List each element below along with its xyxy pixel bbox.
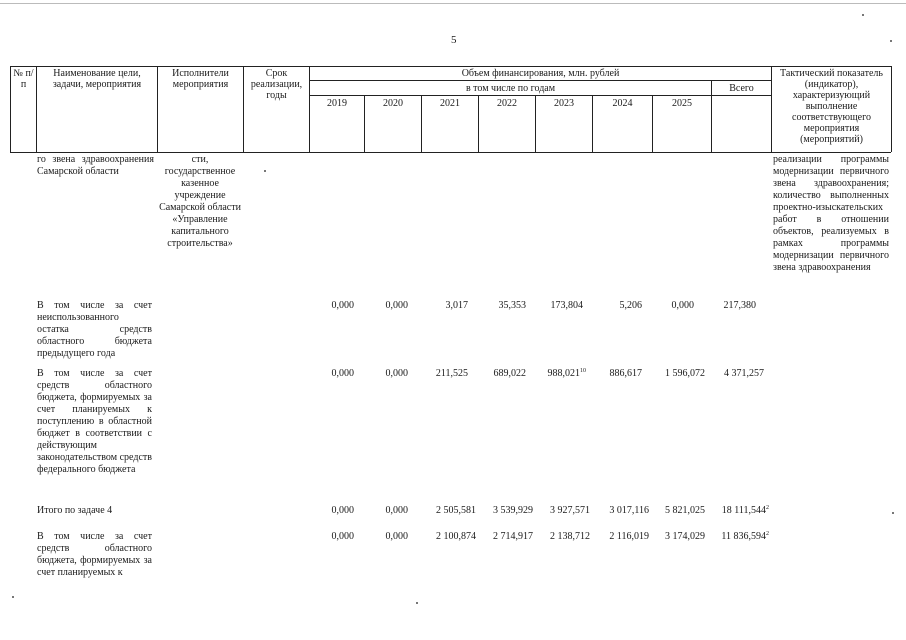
row-value: 3 539,929: [493, 505, 533, 516]
scan-top-edge: [0, 3, 906, 4]
row-value-text: 988,021: [547, 368, 580, 379]
row-value: 0,000: [331, 300, 354, 311]
row-value: 0,000: [385, 531, 408, 542]
row-label: В том числе за счет неиспользованного остатка средств областного бюджета предыдущего года: [37, 300, 152, 359]
row-value: 2 116,019: [609, 531, 649, 542]
row-value: 0,000: [671, 300, 694, 311]
row-value: 0,000: [331, 531, 354, 542]
header-total: Всего: [729, 83, 754, 94]
row-value: 3,017: [445, 300, 468, 311]
continuation-indicator: реализации программы модернизации первичного звена здравоохранения; количество выполненных проектно-изыскательских работ в отношении объектов, реализуемых в рамках программы модернизации первичного звена здравоохранения: [773, 154, 889, 273]
row-total-text: 11 836,594: [721, 531, 766, 542]
row-value: 3 927,571: [550, 505, 590, 516]
scan-speck: [892, 512, 894, 514]
row-value: 886,617: [609, 368, 642, 379]
row-value: 2 100,874: [436, 531, 476, 542]
row-value: 2 714,917: [493, 531, 533, 542]
header-term: Срок реализации, годы: [250, 68, 303, 101]
row-value: 3 017,116: [609, 505, 649, 516]
header-indicator: Тактический показатель (индикатор), характеризующий выполнение соответствующего мероприятия (мероприятий): [780, 68, 883, 145]
row-value: 0,000: [385, 505, 408, 516]
row-value: 35,353: [498, 300, 526, 311]
row-value: [536, 368, 586, 380]
row-total: 217,380: [723, 300, 756, 311]
header-bottom-border: [10, 152, 891, 153]
header-year: 2019: [327, 98, 347, 109]
scan-speck: [862, 14, 864, 16]
header-year: 2023: [554, 98, 574, 109]
page-number: 5: [451, 34, 457, 46]
row-value: 0,000: [331, 505, 354, 516]
scan-speck: [12, 596, 14, 598]
footnote-mark: 2: [766, 505, 769, 511]
row-value: 211,525: [435, 368, 468, 379]
scan-speck: [416, 602, 418, 604]
header-num: № п/п: [13, 68, 34, 90]
scan-speck: [264, 170, 266, 172]
header-year: 2024: [612, 98, 633, 109]
continuation-executors: сти, государственное казенное учреждение Самарской области «Управление капитального строительства»: [159, 154, 241, 249]
header-financing: Объем финансирования, млн. рублей: [461, 68, 620, 79]
row-value: 2 138,712: [550, 531, 590, 542]
row-total: [712, 505, 769, 517]
row-value: 1 596,072: [665, 368, 705, 379]
col-border: [891, 66, 892, 152]
header-year: 2025: [672, 98, 692, 109]
row-label: Итого по задаче 4: [37, 505, 113, 516]
row-value: 2 505,581: [436, 505, 476, 516]
header-year: 2021: [440, 98, 460, 109]
financing-divider: [309, 80, 771, 81]
row-value: 0,000: [385, 368, 408, 379]
years-divider: [309, 95, 771, 96]
row-value: 689,022: [493, 368, 526, 379]
footnote-mark: 2: [766, 531, 769, 537]
row-total: 4 371,257: [724, 368, 764, 379]
row-label: В том числе за счет средств областного бюджета, формируемых за счет планируемых к поступлению в областной бюджет в соответствии с действующим законодательством средств федерального бюджета: [37, 368, 152, 475]
row-total-text: 18 111,544: [721, 505, 766, 516]
col-border: [771, 66, 772, 152]
footnote-mark: 10: [580, 368, 586, 374]
continuation-name: го звена здравоохранения Самарской области: [37, 154, 154, 177]
row-value: 5,206: [619, 300, 642, 311]
header-name: Наименование цели, задачи, мероприятия: [52, 68, 142, 90]
row-value: 0,000: [331, 368, 354, 379]
header-year: 2020: [383, 98, 403, 109]
row-value: 5 821,025: [665, 505, 705, 516]
row-label: В том числе за счет средств областного бюджета, формируемых за счет планируемых к: [37, 531, 152, 578]
header-executors: Исполнители мероприятия: [172, 68, 229, 90]
row-value: 0,000: [385, 300, 408, 311]
row-value: 173,804: [550, 300, 583, 311]
header-top-border: [10, 66, 891, 67]
header-by-years: в том числе по годам: [465, 83, 556, 94]
scan-speck: [890, 40, 892, 42]
header-year: 2022: [497, 98, 517, 109]
row-total: [712, 531, 769, 543]
row-value: 3 174,029: [665, 531, 705, 542]
